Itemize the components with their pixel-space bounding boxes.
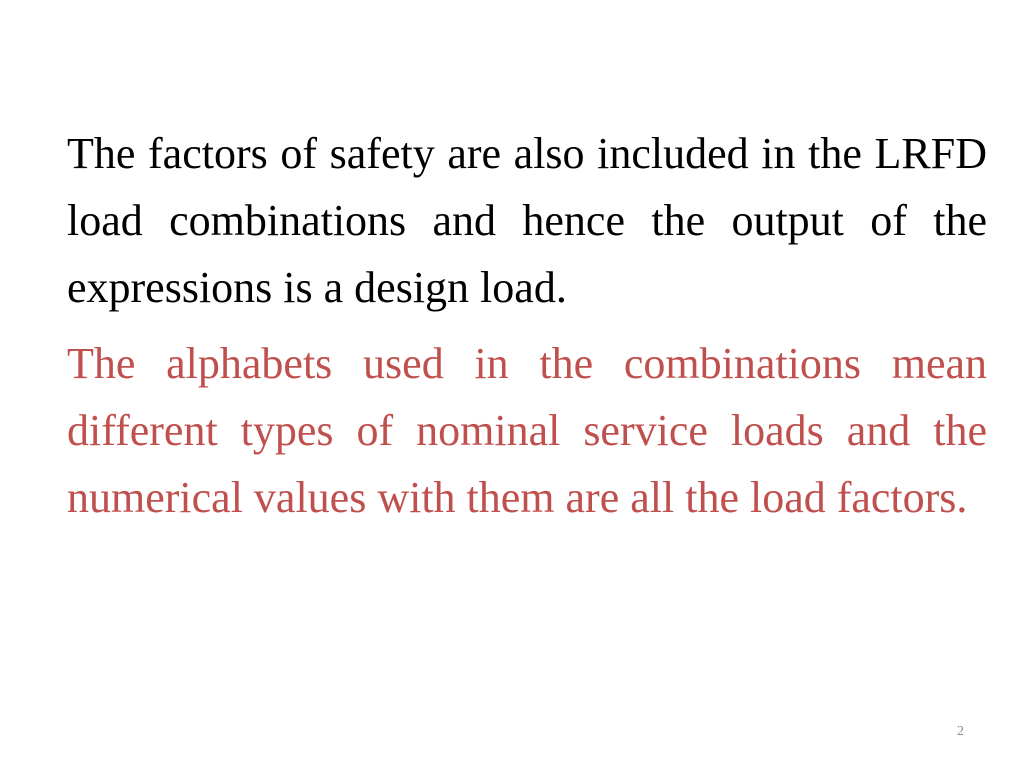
paragraph-safety-factors: The factors of safety are also included in the LRFD load combinations and hence the output of the expressions is a design load. (67, 129, 987, 312)
paragraph-load-alphabets: The alphabets used in the combinations mean different types of nominal service loads and the numerical values with them are all the load factors. (67, 339, 987, 522)
page-number: 2 (957, 724, 964, 739)
slide-body (67, 120, 987, 531)
